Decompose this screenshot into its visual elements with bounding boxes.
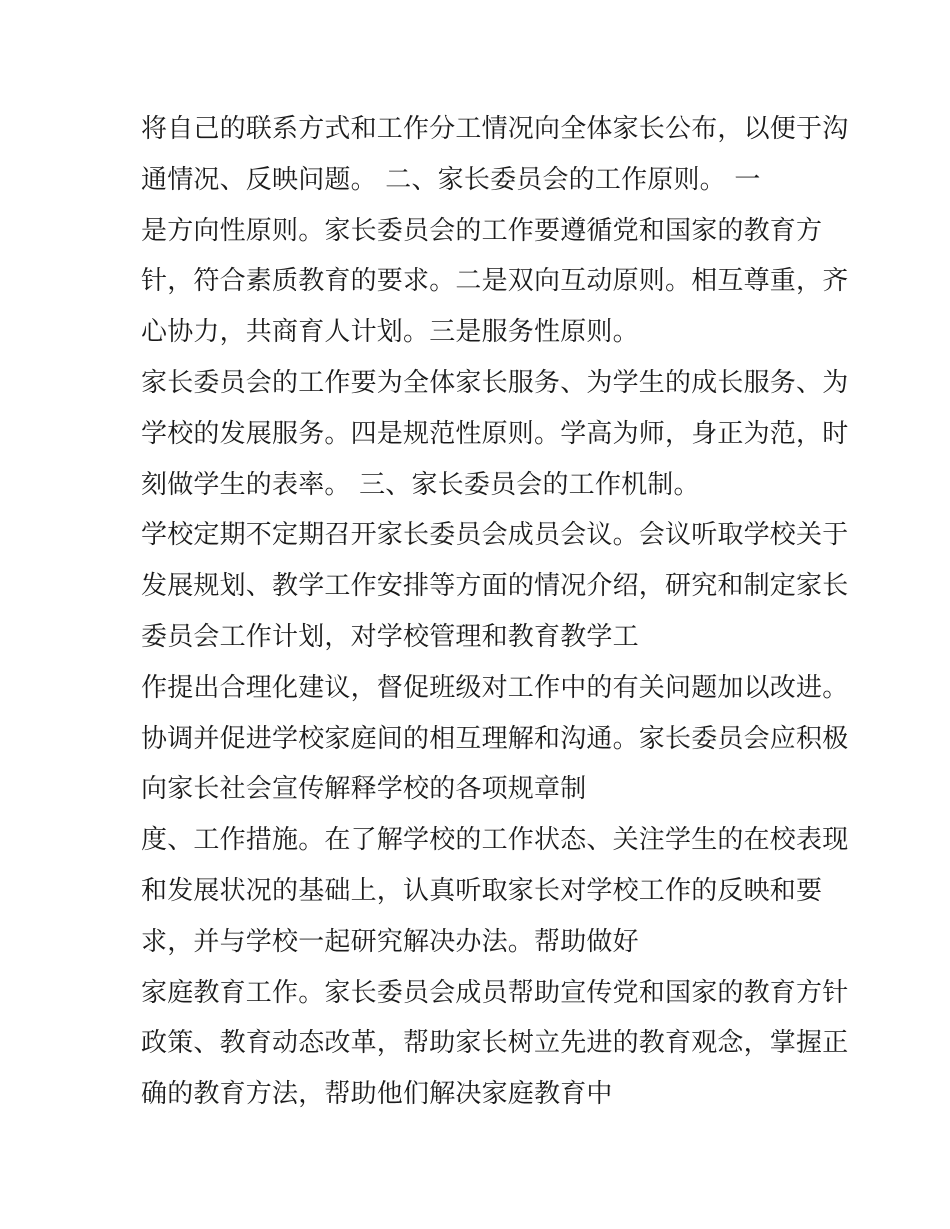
text-line: 向家长社会宣传解释学校的各项规章制 <box>141 774 587 805</box>
text-line: 将自己的联系方式和工作分工情况向全体家长公布，以便于沟 <box>141 114 849 144</box>
text-line: 学校定期不定期召开家长委员会成员会议。会议听取学校关于 <box>141 520 849 551</box>
text-line: 确的教育方法，帮助他们解决家庭教育中 <box>141 1079 613 1110</box>
text-line: 求，并与学校一起研究解决办法。帮助做好 <box>141 926 639 957</box>
text-line: 针，符合素质教育的要求。二是双向互动原则。相互尊重，齐 <box>141 266 849 297</box>
text-line: 刻做学生的表率。 三、家长委员会的工作机制。 <box>141 469 700 500</box>
text-line: 通情况、反映问题。 二、家长委员会的工作原则。 一 <box>141 164 761 195</box>
text-line: 和发展状况的基础上，认真听取家长对学校工作的反映和要 <box>141 875 823 906</box>
text-line: 发展规划、教学工作安排等方面的情况介绍，研究和制定家长 <box>141 571 849 602</box>
text-line: 委员会工作计划，对学校管理和教育教学工 <box>141 621 639 652</box>
text-line: 学校的发展服务。四是规范性原则。学高为师，身正为范，时 <box>141 418 849 449</box>
text-line: 作提出合理化建议，督促班级对工作中的有关问题加以改进。 <box>141 672 849 703</box>
text-line: 政策、教育动态改革，帮助家长树立先进的教育观念，掌握正 <box>141 1028 849 1059</box>
text-line: 是方向性原则。家长委员会的工作要遵循党和国家的教育方 <box>141 215 823 246</box>
text-line: 心协力，共商育人计划。三是服务性原则。 <box>141 317 639 348</box>
document-body <box>141 104 849 1120</box>
text-line: 度、工作措施。在了解学校的工作状态、关注学生的在校表现 <box>141 825 849 856</box>
text-line: 家长委员会的工作要为全体家长服务、为学生的成长服务、为 <box>141 367 849 398</box>
text-line: 协调并促进学校家庭间的相互理解和沟通。家长委员会应积极 <box>141 723 849 754</box>
text-line: 家庭教育工作。家长委员会成员帮助宣传党和国家的教育方针 <box>141 977 849 1008</box>
